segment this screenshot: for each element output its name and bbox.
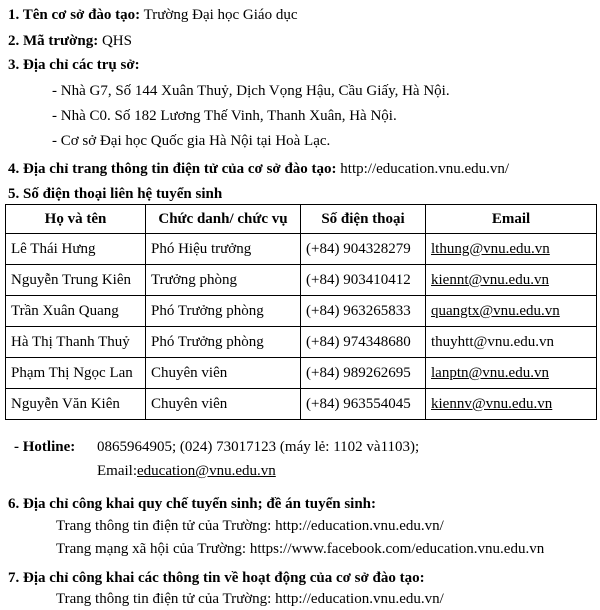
item-6-website: Trang thông tin điện tử của Trường: http://education.vnu.edu.vn/: [56, 518, 444, 534]
hotline-email-line: [97, 461, 276, 481]
cell-name: Trần Xuân Quang: [6, 296, 146, 327]
item-7-website: Trang thông tin điện tử của Trường: http://education.vnu.edu.vn/: [56, 591, 444, 607]
cell-email-link[interactable]: kiennv@vnu.edu.vn: [431, 395, 553, 412]
hotline-label-wrap: [14, 437, 75, 457]
hotline-email-prefix: Email:: [97, 463, 137, 479]
cell-email-link[interactable]: lanptn@vnu.edu.vn: [431, 364, 549, 381]
table-row: [6, 327, 597, 358]
cell-phone: (+84) 974348680: [301, 327, 426, 358]
item-6-label-text: 6. Địa chỉ công khai quy chế tuyển sinh; đề án tuyển sinh:: [8, 496, 376, 512]
cell-name: Nguyễn Trung Kiên: [6, 265, 146, 296]
cell-email-link[interactable]: kiennt@vnu.edu.vn: [431, 271, 549, 288]
cell-phone: (+84) 963554045: [301, 389, 426, 420]
cell-name: Hà Thị Thanh Thuỷ: [6, 327, 146, 358]
item-6-social: Trang mạng xã hội của Trường: https://www.facebook.com/education.vnu.edu.vn: [56, 541, 545, 557]
table-row: [6, 234, 597, 265]
header-email: Email: [426, 205, 597, 234]
header-phone: Số điện thoại: [301, 205, 426, 234]
address-1: - Nhà G7, Số 144 Xuân Thuỷ, Dịch Vọng Hậu, Cầu Giấy, Hà Nội.: [52, 83, 450, 99]
item-5-label: [8, 184, 222, 204]
cell-email-link[interactable]: lthung@vnu.edu.vn: [431, 240, 550, 257]
table-row: [6, 358, 597, 389]
school-code: QHS: [101, 33, 132, 49]
cell-name: Phạm Thị Ngọc Lan: [6, 358, 146, 389]
hotline-email-link[interactable]: education@vnu.edu.vn: [137, 463, 276, 479]
table-row: [6, 296, 597, 327]
cell-title: Chuyên viên: [146, 358, 301, 389]
school-name: Trường Đại học Giáo dục: [143, 7, 298, 23]
cell-email-link[interactable]: quangtx@vnu.edu.vn: [431, 302, 560, 319]
cell-title: Trưởng phòng: [146, 265, 301, 296]
item-2-label: 2. Mã trường:: [8, 33, 99, 49]
cell-name: Lê Thái Hưng: [6, 234, 146, 265]
cell-phone: (+84) 989262695: [301, 358, 426, 389]
contacts-table: [5, 204, 597, 420]
cell-title: Phó Trưởng phòng: [146, 296, 301, 327]
item-4: [8, 159, 509, 179]
address-2: - Nhà C0. Số 182 Lương Thế Vinh, Thanh Xuân, Hà Nội.: [52, 108, 397, 124]
header-title: Chức danh/ chức vụ: [146, 205, 301, 234]
item-3-label-text: 3. Địa chỉ các trụ sở:: [8, 57, 140, 73]
cell-name: Nguyễn Văn Kiên: [6, 389, 146, 420]
item-2: [8, 31, 132, 51]
cell-email-text: thuyhtt@vnu.edu.vn: [431, 333, 554, 350]
cell-phone: (+84) 904328279: [301, 234, 426, 265]
item-3-label: [8, 55, 140, 75]
table-row: [6, 265, 597, 296]
website-link[interactable]: http://education.vnu.edu.vn/: [340, 161, 510, 177]
address-3: - Cơ sở Đại học Quốc gia Hà Nội tại Hoà Lạc.: [52, 133, 331, 149]
cell-title: Chuyên viên: [146, 389, 301, 420]
item-7-label-text: 7. Địa chỉ công khai các thông tin về hoạt động của cơ sở đào tạo:: [8, 570, 425, 586]
table-header-row: [6, 205, 597, 234]
cell-phone: (+84) 903410412: [301, 265, 426, 296]
hotline-label: - Hotline:: [14, 439, 76, 455]
cell-phone: (+84) 963265833: [301, 296, 426, 327]
item-1: [8, 5, 298, 25]
header-name: Họ và tên: [6, 205, 146, 234]
item-5-label-text: 5. Số điện thoại liên hệ tuyển sinh: [8, 186, 223, 202]
item-7-label: [8, 568, 425, 588]
item-1-label: 1. Tên cơ sở đào tạo:: [8, 7, 141, 23]
cell-title: Phó Trưởng phòng: [146, 327, 301, 358]
hotline-phones: 0865964905; (024) 73017123 (máy lẻ: 1102 và1103);: [97, 439, 420, 455]
table-row: [6, 389, 597, 420]
item-6-label: [8, 494, 376, 514]
cell-title: Phó Hiệu trưởng: [146, 234, 301, 265]
item-4-label: 4. Địa chỉ trang thông tin điện tử của cơ sở đào tạo:: [8, 161, 337, 177]
